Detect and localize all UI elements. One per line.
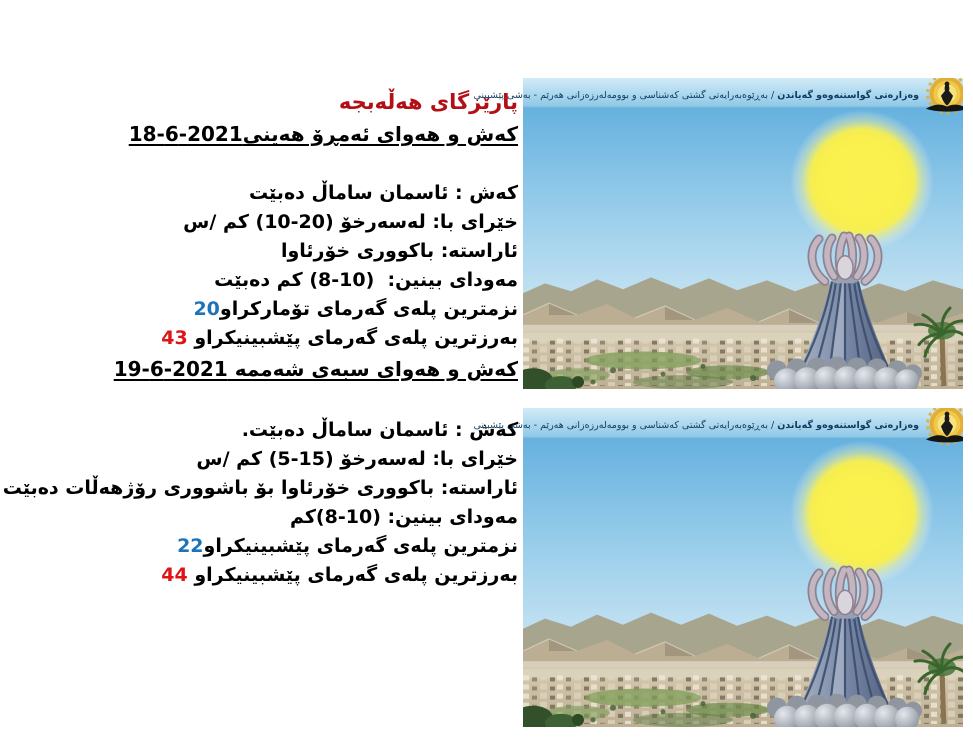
tomorrow-max-temp-value: 44: [161, 564, 188, 586]
tomorrow-heading: کەش و هەوای سبەی شەممە 2021-6-19: [113, 357, 518, 381]
today-min-temp-value: 20: [193, 298, 220, 320]
tomorrow-visibility-line: مەودای بینین: (10-8)کم: [289, 506, 518, 528]
photo-header-text-top: [473, 85, 919, 107]
today-visibility-line: مەودای بینین: (10-8) کم دەبێت: [214, 269, 518, 291]
spacer: [0, 385, 518, 416]
halabja-photo-today: [523, 78, 963, 389]
tomorrow-max-temp-line: [0, 561, 518, 590]
today-heading: کەش و هەوای ئەمڕۆ هەینی2021-6-18: [128, 122, 518, 146]
ministry-name: وەزارەتی گواستنەوەو گەیاندن: [777, 420, 919, 431]
today-wind-line: خێرای با: لەسەرخۆ (20-10) کم /س: [183, 211, 518, 233]
today-direction-line: ئاراستە: باکووری خۆرئاوا: [280, 240, 518, 262]
today-min-temp-label: نزمترین پلەی گەرمای تۆمارکراو: [219, 298, 518, 320]
today-max-temp-value: 43: [161, 327, 188, 349]
halabja-photo-tomorrow: [523, 408, 963, 727]
forecast-text-column: [0, 86, 518, 590]
today-min-temp-line: [0, 295, 518, 324]
tomorrow-min-temp-line: [0, 532, 518, 561]
tomorrow-direction-line: ئاراستە: باکووری خۆرئاوا بۆ باشووری رۆژهەڵات دەبێت: [2, 477, 518, 499]
tomorrow-wind-line: خێرای با: لەسەرخۆ (15-5) کم /س: [196, 448, 518, 470]
today-max-temp-label: بەرزترین پلەی گەرمای پێشبینیکراو: [187, 327, 518, 349]
tomorrow-min-temp-label: نزمترین پلەی گەرمای پێشبینیکراو: [203, 535, 518, 557]
directorate-name: / بەڕێوەبەرایەتی گشتی کەشناسی و بوومەلەرزەزانی هەرێم - بەشی پێشبینی: [473, 420, 778, 431]
tomorrow-sky-line: کەش : ئاسمان ساماڵ دەبێت.: [241, 419, 518, 441]
spacer: [0, 150, 518, 179]
tomorrow-max-temp-label: بەرزترین پلەی گەرمای پێشبینیکراو: [187, 564, 518, 586]
report-title: پارێزگای هەڵەبجە: [338, 90, 518, 114]
today-max-temp-line: [0, 324, 518, 353]
photo-header-text-bottom: [473, 415, 919, 437]
directorate-name: / بەڕێوەبەرایەتی گشتی کەشناسی و بوومەلەرزەزانی هەرێم - بەشی پێشبینی: [473, 90, 778, 101]
ministry-name: وەزارەتی گواستنەوەو گەیاندن: [777, 90, 919, 101]
today-sky-line: کەش : ئاسمان ساماڵ دەبێت: [248, 182, 518, 204]
tomorrow-min-temp-value: 22: [177, 535, 204, 557]
